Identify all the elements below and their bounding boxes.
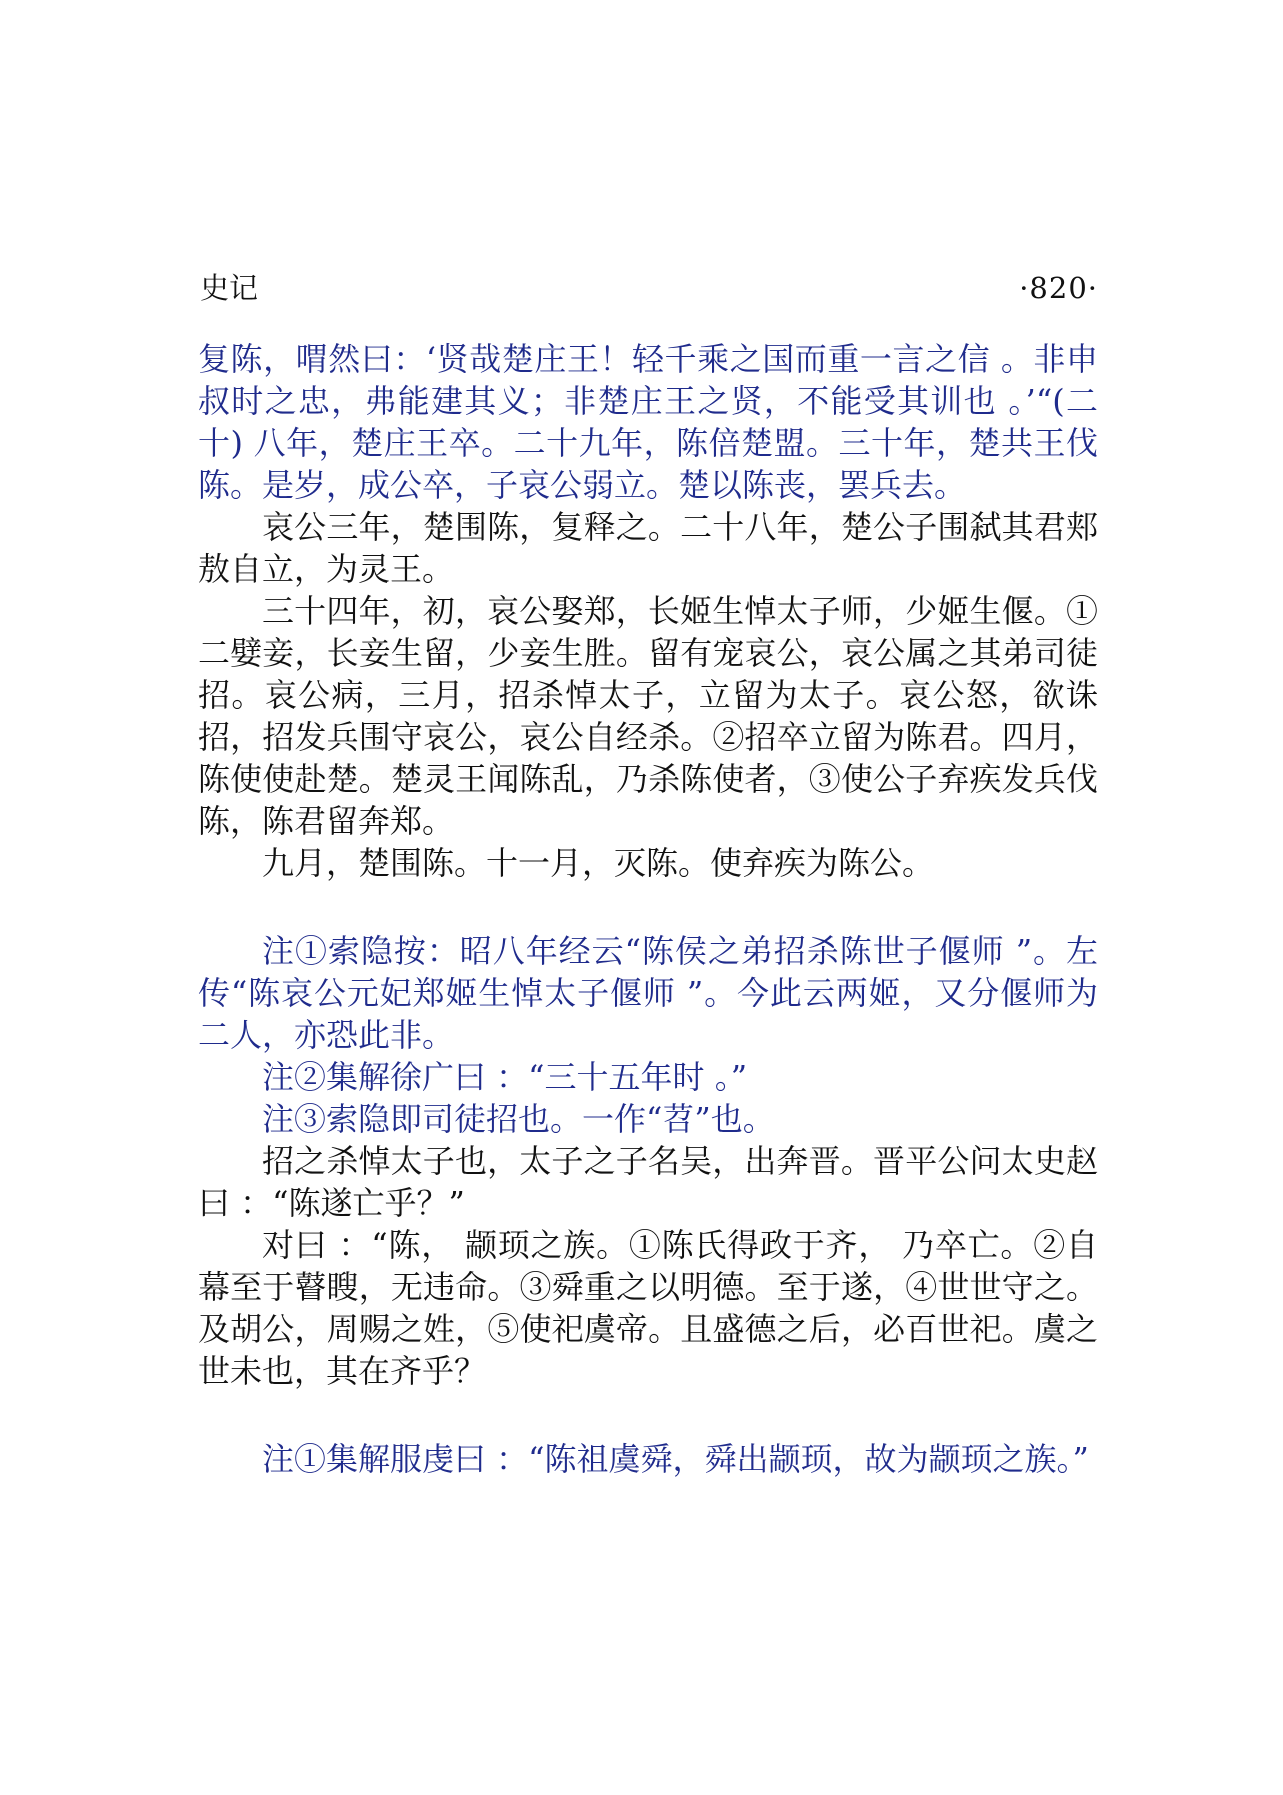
page-body <box>198 338 1098 1480</box>
note-1-suoyin: 注①索隐按：昭八年经云“陈侯之弟招杀陈世子偃师 ”。左传“陈哀公元妃郑姬生悼太子偃师 ”。今此云两姬，又分偃师为二人，亦恐此非。 <box>198 932 1098 1054</box>
paragraph-ninth-month: 九月，楚围陈。十一月，灭陈。使弃疾为陈公。 <box>262 844 935 882</box>
paragraph-zhao-kills: 招之杀悼太子也，太子之子名吴，出奔晋。晋平公问太史赵曰 ：“陈遂亡乎？” <box>198 1142 1098 1222</box>
section-spacer <box>198 1392 1098 1438</box>
page-number: ·820· <box>1019 271 1098 305</box>
paragraph-ai-gong-3rd-year: 哀公三年，楚围陈，复释之。二十八年，楚公子围弑其君郏敖自立，为灵王。 <box>198 508 1098 588</box>
document-page <box>198 262 1098 1480</box>
note-1-jijie: 注①集解服虔曰 ：“陈祖虞舜，舜出颛顼，故为颛顼之族。” <box>262 1440 1089 1478</box>
paragraph-reply: 对曰 ：“陈， 颛顼之族。①陈氏得政于齐， 乃卒亡。②自幕至于瞽瞍，无违命。③舜重之以明德。至于遂，④世世守之。及胡公，周赐之姓，⑤使祀虞帝。且盛德之后，必百世祀。虞之世未也，其在齐乎？ <box>198 1226 1098 1390</box>
note-3-suoyin: 注③索隐即司徒招也。一作“苕”也。 <box>262 1100 775 1138</box>
page-header <box>198 262 1098 314</box>
book-title: 史记 <box>200 271 259 305</box>
section-spacer <box>198 884 1098 930</box>
paragraph-34th-year: 三十四年，初，哀公娶郑，长姬生悼太子师，少姬生偃。①二嬖妾，长妾生留，少妾生胜。留有宠哀公，哀公属之其弟司徒招。哀公病，三月，招杀悼太子，立留为太子。哀公怒，欲诛招，招发兵围守哀公，哀公自经杀。②招卒立留为陈君。四月，陈使使赴楚。楚灵王闻陈乱，乃杀陈使者，③使公子弃疾发兵伐陈，陈君留奔郑。 <box>198 592 1098 840</box>
paragraph-continuation: 复陈，喟然曰：‘贤哉楚庄王！轻千乘之国而重一言之信 。非申叔时之忠，弗能建其义；非楚庄王之贤，不能受其训也 。’“(二十) 八年，楚庄王卒。二十九年，陈倍楚盟。三十年，楚共王伐陈。是岁，成公卒，子哀公弱立。楚以陈丧，罢兵去。 <box>198 340 1098 504</box>
note-2-jijie: 注②集解徐广曰 ：“三十五年时 。” <box>262 1058 748 1096</box>
